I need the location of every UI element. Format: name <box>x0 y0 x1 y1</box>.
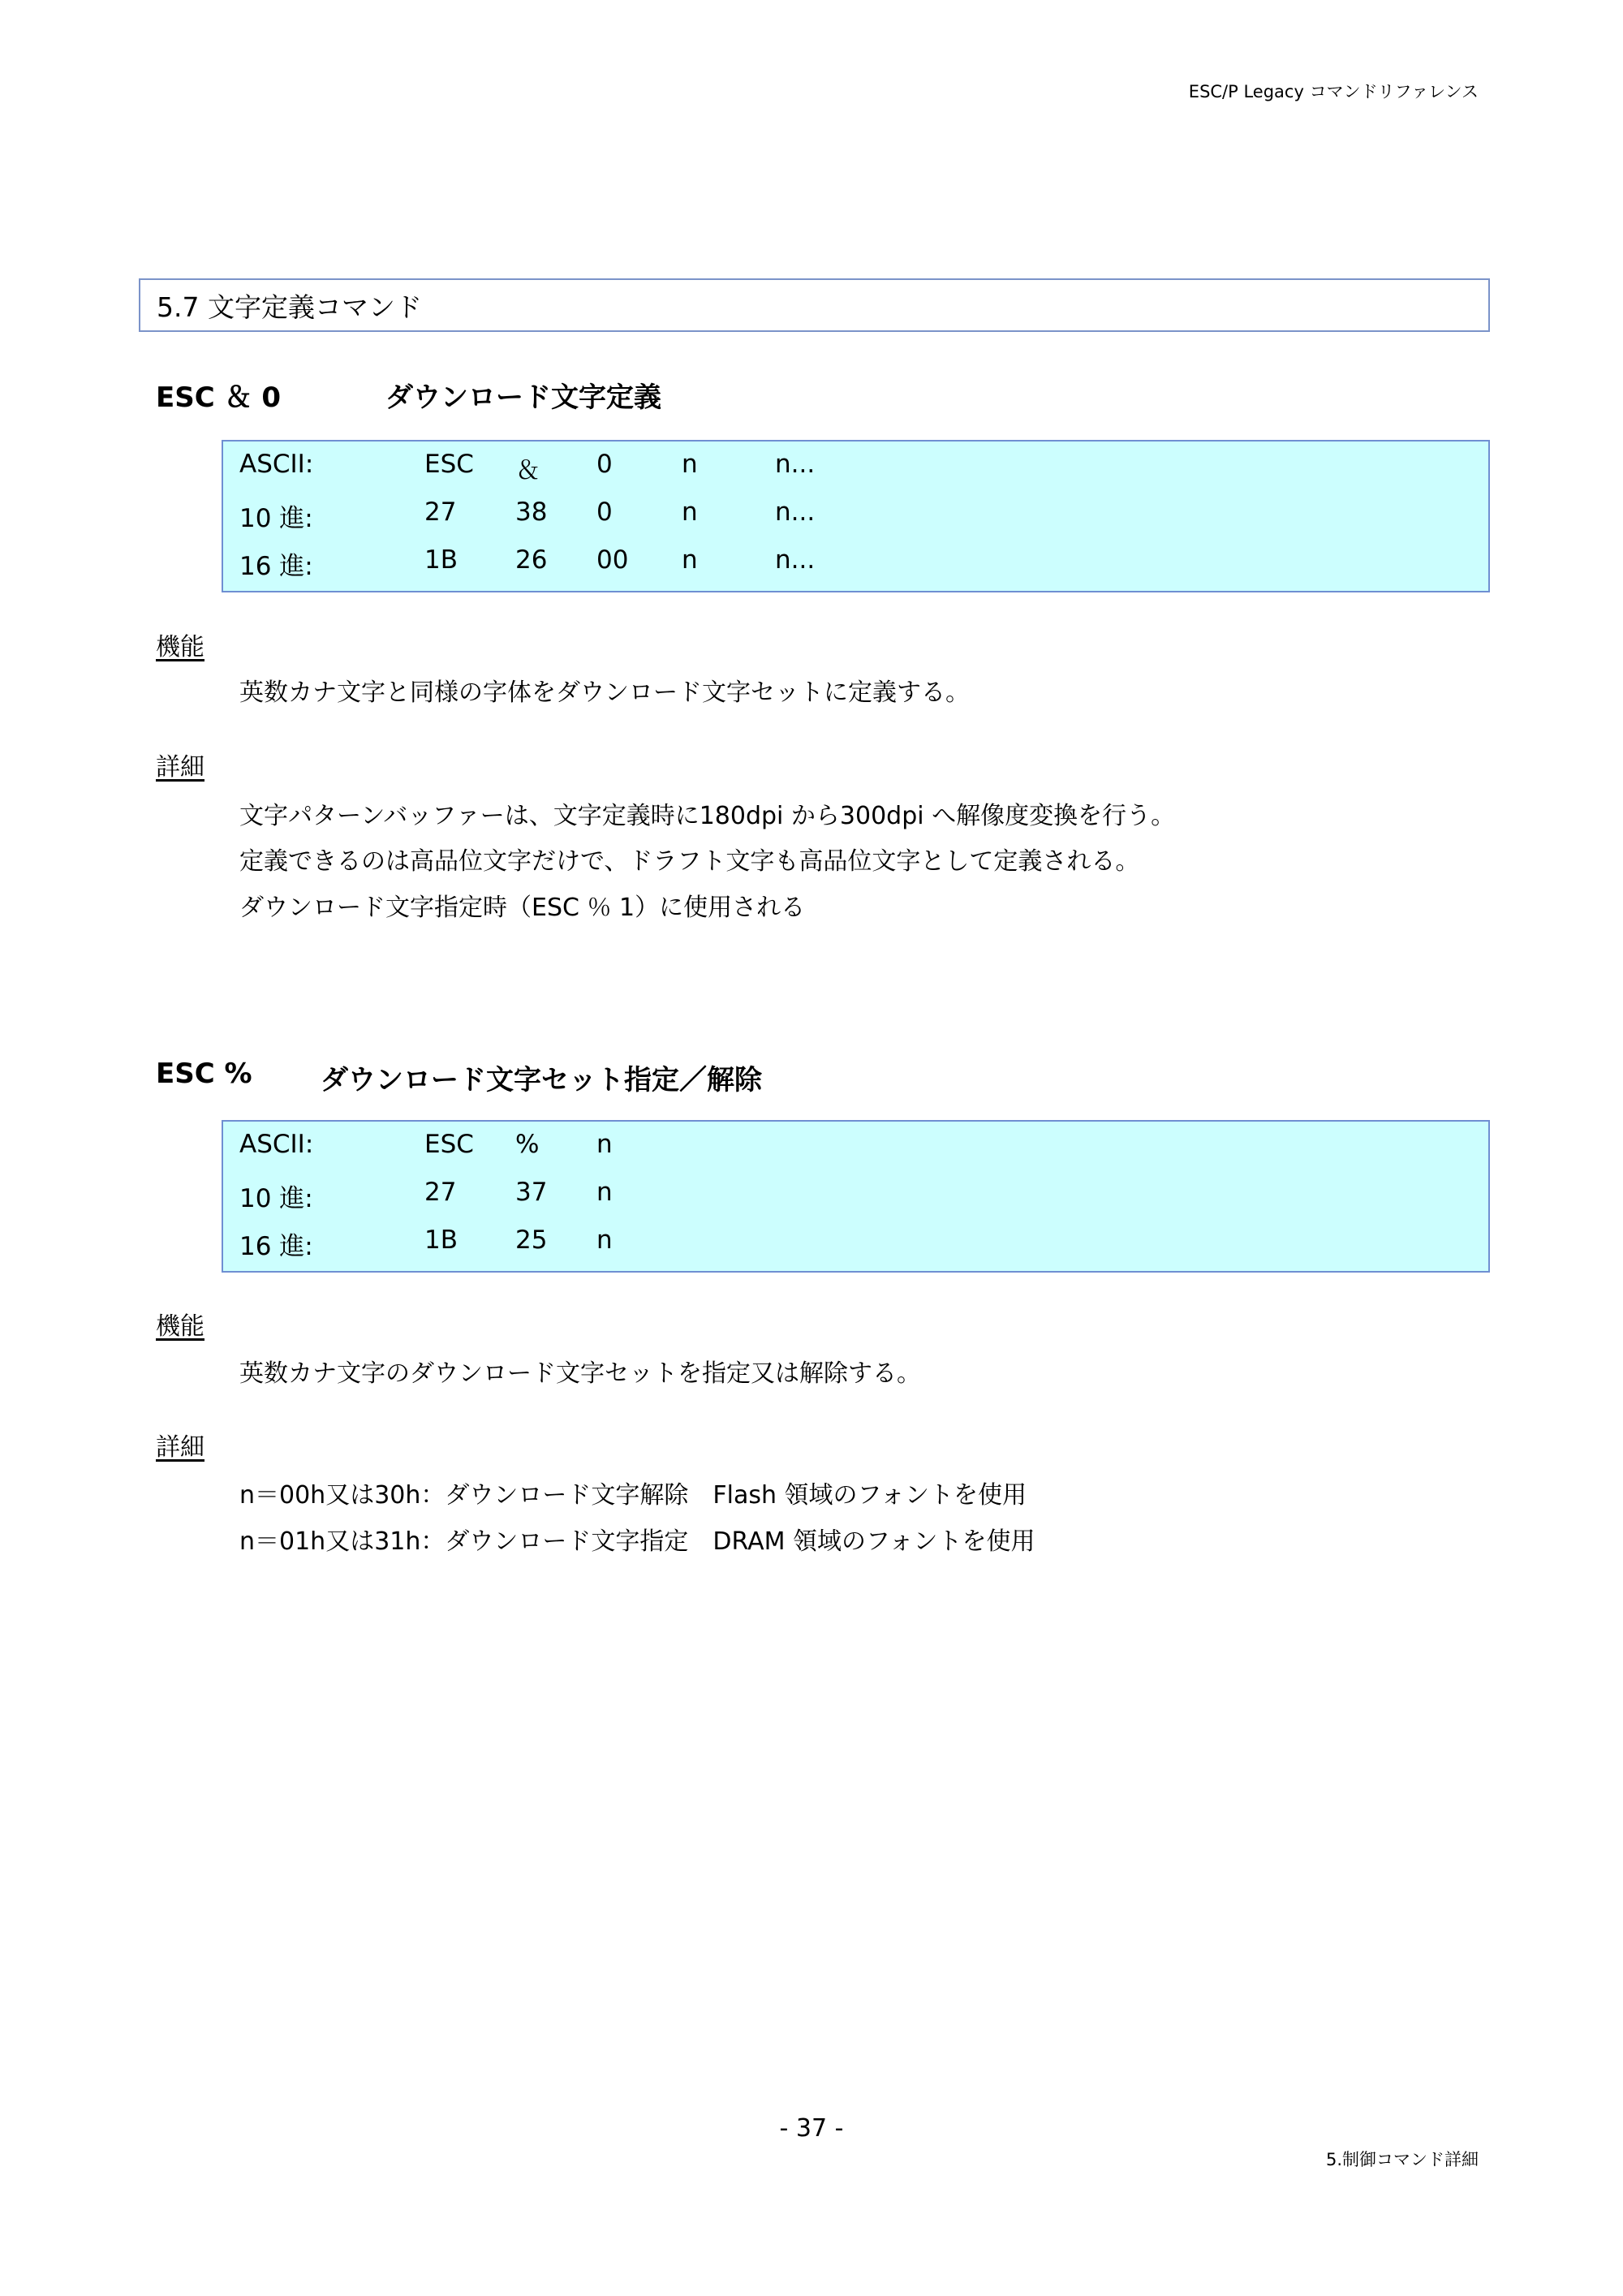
row-value: 26 <box>515 545 548 575</box>
row-label: ASCII: <box>239 1130 314 1159</box>
running-header: ESC/P Legacy コマンドリファレンス <box>1188 82 1479 101</box>
row-value: n <box>682 545 698 575</box>
row-value: ＆ <box>515 456 540 485</box>
details-line: 定義できるのは高品位文字だけで、ドラフト文字も高品位文字として定義される。 <box>239 847 1140 876</box>
command-code: ESC % <box>156 1058 252 1090</box>
row-value: n <box>596 1178 613 1207</box>
row-value: 0 <box>596 450 613 479</box>
row-value: 37 <box>515 1178 548 1207</box>
row-label: 10 進: <box>239 1184 313 1213</box>
row-value: 0 <box>596 498 613 527</box>
row-value: ESC <box>424 1130 474 1159</box>
row-value: 27 <box>424 1178 457 1207</box>
row-value: n... <box>775 545 816 575</box>
row-value: n <box>596 1226 613 1255</box>
row-label: 16 進: <box>239 552 313 581</box>
function-text: 英数カナ文字のダウンロード文字セットを指定又は解除する。 <box>239 1359 921 1388</box>
row-value: n <box>682 498 698 527</box>
command-syntax-box <box>222 1120 1490 1273</box>
command-heading <box>156 1058 773 1096</box>
function-label: 機能 <box>156 1312 204 1341</box>
section-title: 5.7 文字定義コマンド <box>157 291 422 323</box>
row-value: 1B <box>424 545 458 575</box>
section-title-box <box>139 278 1490 332</box>
row-value: 1B <box>424 1226 458 1255</box>
syntax-row-ascii <box>223 442 1488 489</box>
row-value: 25 <box>515 1226 548 1255</box>
details-label: 詳細 <box>156 1433 204 1462</box>
row-value: n... <box>775 498 816 527</box>
function-text: 英数カナ文字と同様の字体をダウンロード文字セットに定義する。 <box>239 678 970 707</box>
row-value: 27 <box>424 498 457 527</box>
function-label: 機能 <box>156 633 204 661</box>
row-label: 10 進: <box>239 504 313 533</box>
row-value: 38 <box>515 498 548 527</box>
command-syntax-box <box>222 440 1490 592</box>
row-label: ASCII: <box>239 450 314 479</box>
details-line: ダウンロード文字指定時（ESC ％ 1）に使用される <box>239 894 806 922</box>
details-line: n＝01h又は31h：ダウンロード文字指定 DRAM 領域のフォントを使用 <box>239 1527 1035 1556</box>
syntax-row-decimal <box>223 489 1488 537</box>
syntax-row-decimal <box>223 1170 1488 1217</box>
command-heading <box>156 375 675 414</box>
row-label: 16 進: <box>239 1232 313 1261</box>
row-value: 00 <box>596 545 629 575</box>
details-label: 詳細 <box>156 753 204 782</box>
row-value: n <box>596 1130 613 1159</box>
row-value: n <box>682 450 698 479</box>
syntax-row-ascii <box>223 1122 1488 1170</box>
row-value: % <box>515 1130 540 1159</box>
details-line: n＝00h又は30h：ダウンロード文字解除 Flash 領域のフォントを使用 <box>239 1481 1027 1510</box>
command-name: ダウンロード文字定義 <box>385 381 661 414</box>
command-name: ダウンロード文字セット指定／解除 <box>321 1064 762 1096</box>
row-value: ESC <box>424 450 474 479</box>
syntax-row-hex <box>223 1217 1488 1265</box>
syntax-row-hex <box>223 537 1488 585</box>
details-line: 文字パターンバッファーは、文字定義時に180dpi から300dpi へ解像度変換を行う。 <box>239 802 1176 830</box>
row-value: n... <box>775 450 816 479</box>
page-number: - 37 - <box>779 2114 844 2143</box>
command-code: ESC ＆ 0 <box>156 381 281 414</box>
footer-chapter: 5.制御コマンド詳細 <box>1325 2150 1479 2169</box>
